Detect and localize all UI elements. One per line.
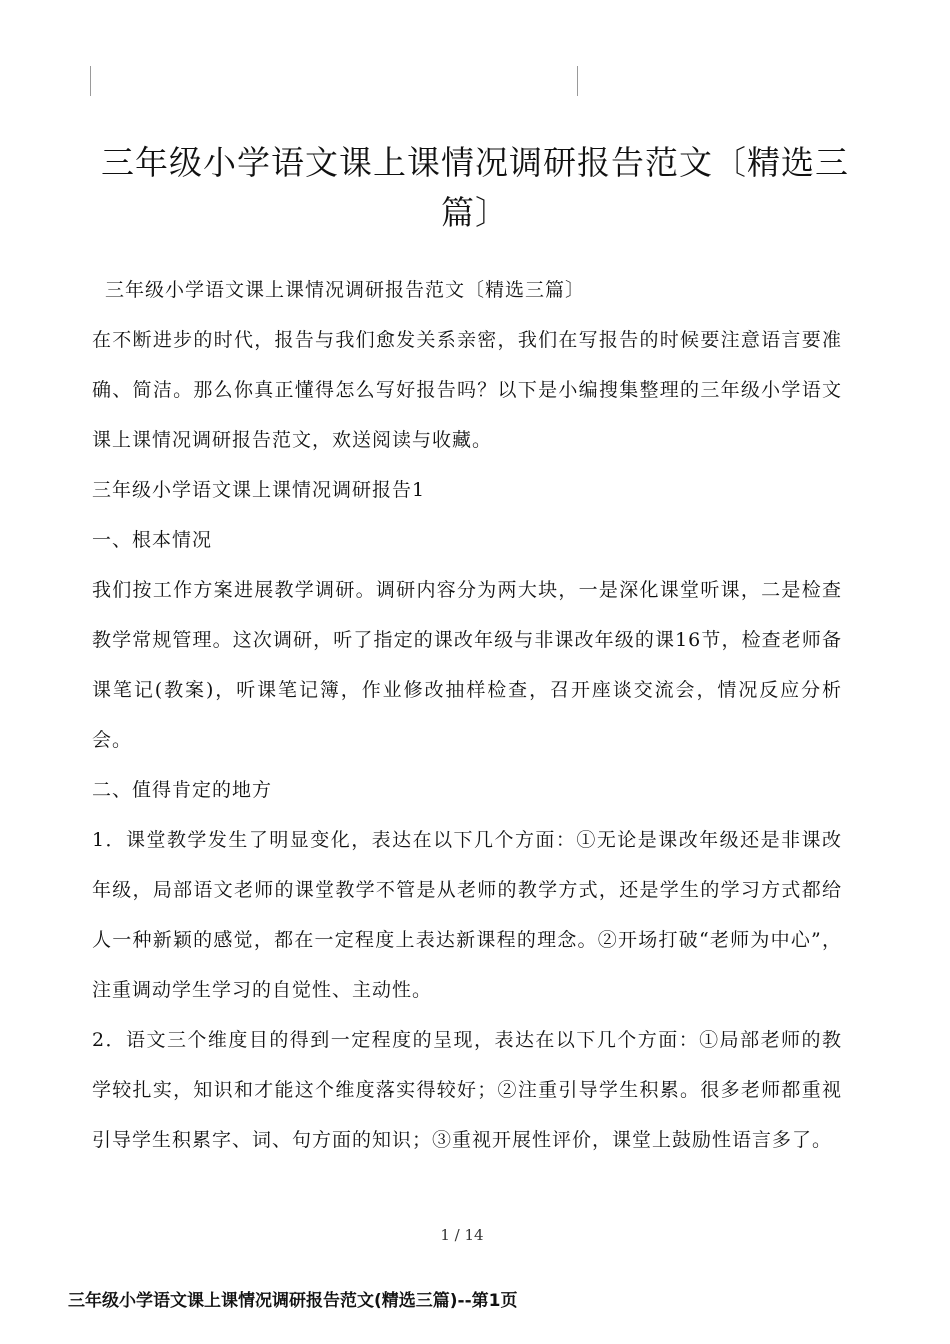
- paragraph-basic-situation: 我们按工作方案进展教学调研。调研内容分为两大块，一是深化课堂听课，二是检查教学常规管理。这次调研，听了指定的课改年级与非课改年级的课16节，检查老师备课笔记(教案)，听课笔记簿，作业修改抽样检查，召开座谈交流会，情况反应分析会。: [92, 579, 842, 751]
- heading-positive-points: 二、值得肯定的地方: [92, 779, 273, 801]
- heading-basic-situation: 一、根本情况: [92, 529, 213, 551]
- document-subtitle: 三年级小学语文课上课情况调研报告范文〔精选三篇〕: [105, 279, 586, 301]
- section-title: 三年级小学语文课上课情况调研报告1: [92, 479, 426, 501]
- left-margin-mark: [90, 66, 91, 96]
- right-margin-mark: [577, 66, 578, 96]
- page-number: 1 / 14: [440, 1226, 484, 1244]
- page-footer: 三年级小学语文课上课情况调研报告范文(精选三篇)--第1页: [68, 1291, 518, 1311]
- document-title: 三年级小学语文课上课情况调研报告范文〔精选三篇〕: [101, 143, 849, 232]
- point-two-paragraph: 2．语文三个维度目的得到一定程度的呈现，表达在以下几个方面：①局部老师的教学较扎实，知识和才能这个维度落实得较好；②注重引导学生积累。很多老师都重视引导学生积累字、词、句方面的知识；③重视开展性评价，课堂上鼓励性语言多了。: [92, 1029, 842, 1151]
- point-one-paragraph: 1．课堂教学发生了明显变化，表达在以下几个方面：①无论是课改年级还是非课改年级，局部语文老师的课堂教学不管是从老师的教学方式，还是学生的学习方式都给人一种新颖的感觉，都在一定程度上表达新课程的理念。②开场打破“老师为中心”，注重调动学生学习的自觉性、主动性。: [92, 829, 842, 1001]
- intro-paragraph: 在不断进步的时代，报告与我们愈发关系亲密，我们在写报告的时候要注意语言要准确、简洁。那么你真正懂得怎么写好报告吗？以下是小编搜集整理的三年级小学语文课上课情况调研报告范文，欢送阅读与收藏。: [92, 329, 842, 451]
